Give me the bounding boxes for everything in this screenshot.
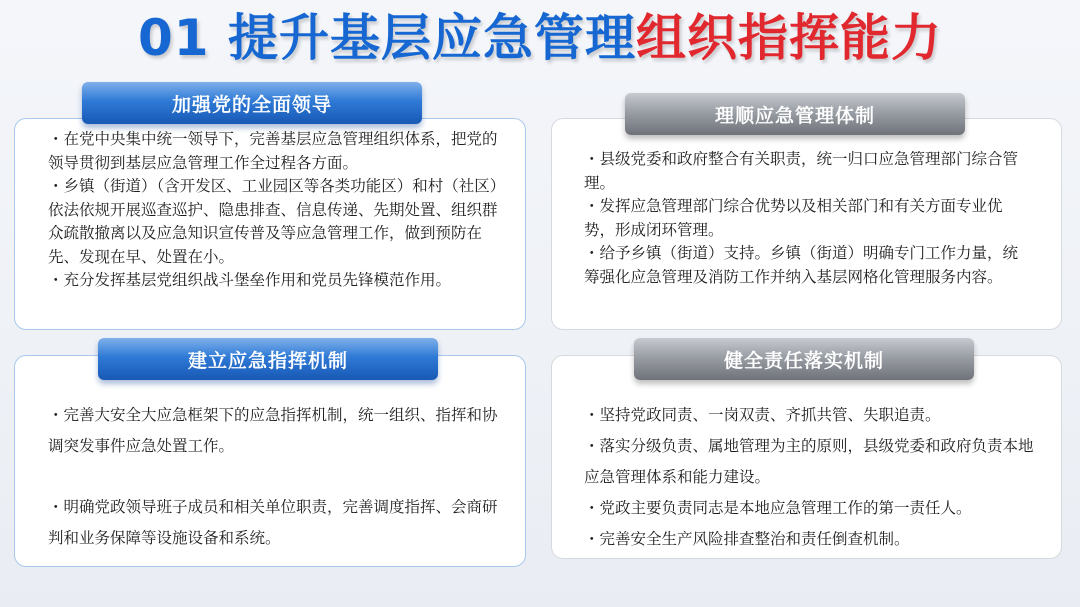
list-item: ・充分发挥基层党组织战斗堡垒作用和党员先锋模范作用。	[48, 271, 452, 289]
list-item: ・县级党委和政府整合有关职责，统一归口应急管理部门综合管理。	[584, 150, 1019, 192]
list-item: ・乡镇（街道）（含开发区、工业园区等各类功能区）和村（社区）依法依规开展巡查巡护、隐患排查、信息传递、先期处置、组织群众疏散撤离以及应急知识宣传普及等应急管理工作，做到预防在先、发现在早、处置在小。	[48, 177, 506, 266]
panel-management-system-text	[584, 148, 1028, 289]
tab-party-leadership	[82, 82, 422, 124]
panel-responsibility-mechanism-text	[584, 400, 1044, 555]
list-item: ・明确党政领导班子成员和相关单位职责，完善调度指挥、会商研判和业务保障等设施设备和系统。	[48, 498, 498, 547]
tab-label: 健全责任落实机制	[723, 349, 884, 372]
list-item: ・发挥应急管理部门综合优势以及相关部门和有关方面专业优势，形成闭环管理。	[584, 197, 1003, 239]
tab-label: 建立应急指挥机制	[187, 349, 348, 372]
list-item: ・落实分级负责、属地管理为主的原则，县级党委和政府负责本地应急管理体系和能力建设。	[584, 437, 1034, 486]
tab-responsibility-mechanism	[634, 338, 974, 380]
panel-party-leadership-text	[48, 128, 508, 293]
page-title	[0, 6, 1080, 70]
list-item: ・给予乡镇（街道）支持。乡镇（街道）明确专门工作力量，统筹强化应急管理及消防工作并纳入基层网格化管理服务内容。	[584, 244, 1019, 286]
list-item: ・在党中央集中统一领导下，完善基层应急管理组织体系，把党的领导贯彻到基层应急管理工作全过程各方面。	[48, 130, 498, 172]
title-part-red: 组织指挥能力	[636, 9, 942, 67]
list-item: ・党政主要负责同志是本地应急管理工作的第一责任人。	[584, 499, 972, 517]
list-item: ・坚持党政同责、一岗双责、齐抓共管、失职追责。	[584, 406, 941, 424]
tab-command-mechanism	[98, 338, 438, 380]
tab-label: 加强党的全面领导	[171, 93, 332, 116]
title-number: 01	[137, 9, 210, 67]
list-item: ・完善安全生产风险排查整治和责任倒查机制。	[584, 530, 910, 548]
tab-label: 理顺应急管理体制	[714, 104, 875, 127]
list-item: ・完善大安全大应急框架下的应急指挥机制，统一组织、指挥和协调突发事件应急处置工作。	[48, 406, 498, 455]
panel-command-mechanism-text	[48, 400, 508, 554]
title-part-blue: 提升基层应急管理	[228, 9, 636, 67]
tab-management-system	[625, 93, 965, 135]
